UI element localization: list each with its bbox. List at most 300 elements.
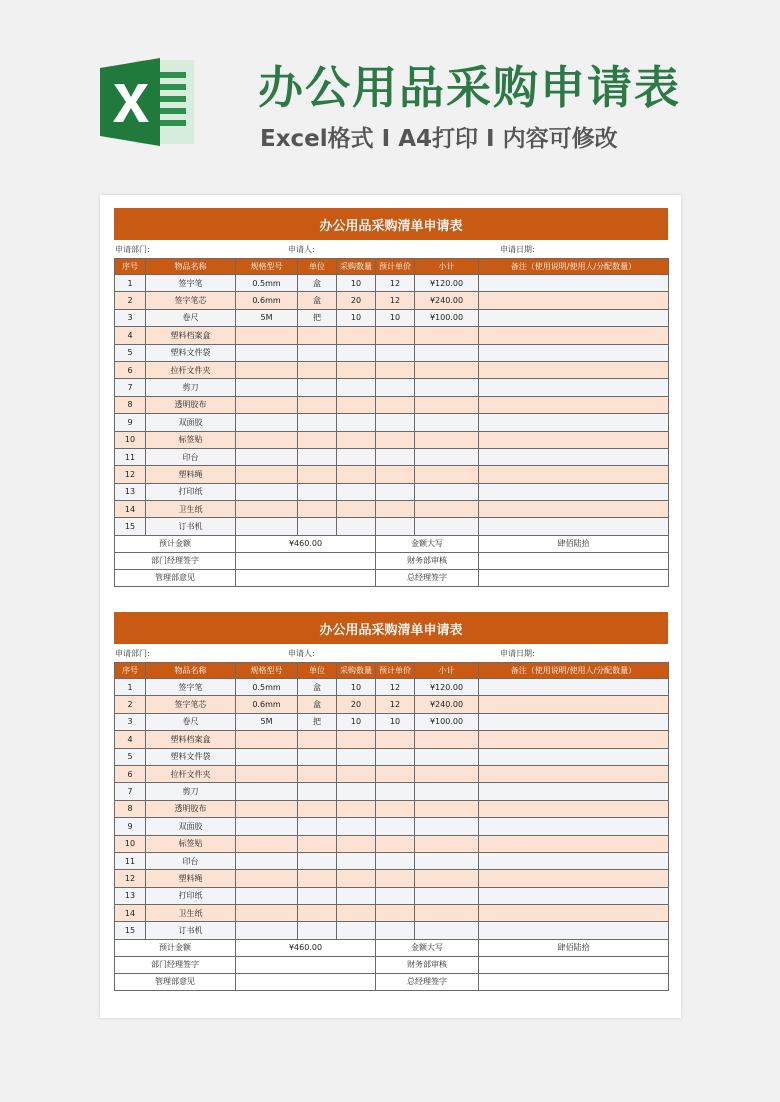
column-header-item-name: 物品名称 [146, 259, 236, 275]
cell-item-name[interactable]: 打印纸 [146, 887, 236, 904]
cell-item-name[interactable]: 塑料档案盒 [146, 327, 236, 344]
cell-spec[interactable] [236, 835, 298, 852]
items-table [114, 258, 669, 587]
table-row [115, 414, 669, 431]
cell-qty[interactable] [337, 818, 376, 835]
cell-item-name[interactable]: 塑料绳 [146, 870, 236, 887]
estimate-value[interactable]: ¥460.00 [236, 939, 376, 956]
cell-subtotal[interactable] [415, 361, 479, 378]
cell-unit-price[interactable] [376, 327, 415, 344]
cell-remark[interactable] [479, 379, 669, 396]
cell-unit[interactable] [298, 414, 337, 431]
cell-subtotal[interactable] [415, 905, 479, 922]
cell-seq: 3 [115, 309, 146, 326]
table-row [115, 887, 669, 904]
cell-unit[interactable]: 盒 [298, 275, 337, 292]
cell-unit[interactable] [298, 361, 337, 378]
column-header-seq: 序号 [115, 259, 146, 275]
finance-field[interactable] [479, 956, 669, 973]
cell-remark[interactable] [479, 800, 669, 817]
cell-spec[interactable] [236, 501, 298, 518]
cell-remark[interactable] [479, 414, 669, 431]
cell-subtotal[interactable] [415, 783, 479, 800]
cell-unit-price[interactable] [376, 344, 415, 361]
cell-unit[interactable] [298, 448, 337, 465]
cell-unit-price[interactable] [376, 922, 415, 939]
cell-spec[interactable] [236, 414, 298, 431]
cell-unit[interactable] [298, 396, 337, 413]
cell-seq: 9 [115, 414, 146, 431]
cell-item-name[interactable]: 拉杆文件夹 [146, 765, 236, 782]
cell-qty[interactable] [337, 466, 376, 483]
cell-spec[interactable] [236, 887, 298, 904]
cell-remark[interactable] [479, 835, 669, 852]
form-title: 办公用品采购清单申请表 [114, 612, 668, 644]
cell-unit-price[interactable] [376, 448, 415, 465]
cell-item-name[interactable]: 剪刀 [146, 379, 236, 396]
cell-remark[interactable] [479, 852, 669, 869]
cell-qty[interactable] [337, 783, 376, 800]
cell-qty[interactable] [337, 870, 376, 887]
cell-subtotal[interactable]: ¥240.00 [415, 696, 479, 713]
cell-remark[interactable] [479, 870, 669, 887]
gm-field[interactable] [479, 973, 669, 990]
estimate-label: 预计金额 [115, 939, 236, 956]
cell-subtotal[interactable]: ¥120.00 [415, 679, 479, 696]
cell-remark[interactable] [479, 309, 669, 326]
cell-remark[interactable] [479, 905, 669, 922]
cell-unit-price[interactable] [376, 800, 415, 817]
cell-subtotal[interactable] [415, 327, 479, 344]
cell-remark[interactable] [479, 713, 669, 730]
column-header-unit: 单位 [298, 259, 337, 275]
cell-seq: 7 [115, 783, 146, 800]
admin-field[interactable] [236, 569, 376, 586]
cell-qty[interactable]: 10 [337, 309, 376, 326]
cell-unit-price[interactable] [376, 431, 415, 448]
cell-qty[interactable] [337, 344, 376, 361]
cell-item-name[interactable]: 印台 [146, 852, 236, 869]
cell-item-name[interactable]: 塑料文件袋 [146, 748, 236, 765]
cell-subtotal[interactable] [415, 396, 479, 413]
cell-qty[interactable] [337, 887, 376, 904]
table-row [115, 379, 669, 396]
items-table [114, 662, 669, 991]
cell-item-name[interactable]: 签字笔 [146, 275, 236, 292]
cell-unit[interactable]: 把 [298, 713, 337, 730]
cell-remark[interactable] [479, 483, 669, 500]
cell-unit[interactable]: 盒 [298, 679, 337, 696]
cell-subtotal[interactable] [415, 748, 479, 765]
cell-item-name[interactable]: 卫生纸 [146, 501, 236, 518]
admin-label: 管理部意见 [115, 973, 236, 990]
form-meta-row [114, 644, 668, 662]
cell-unit[interactable] [298, 818, 337, 835]
cell-unit-price[interactable] [376, 818, 415, 835]
cell-unit-price[interactable] [376, 765, 415, 782]
cell-unit-price[interactable]: 12 [376, 275, 415, 292]
cell-item-name[interactable]: 透明胶布 [146, 800, 236, 817]
cell-remark[interactable] [479, 696, 669, 713]
cell-spec[interactable] [236, 800, 298, 817]
cell-remark[interactable] [479, 731, 669, 748]
cell-unit[interactable] [298, 905, 337, 922]
table-row [115, 922, 669, 939]
cell-spec[interactable] [236, 905, 298, 922]
cell-subtotal[interactable] [415, 379, 479, 396]
date-label: 申请日期: [500, 649, 535, 658]
cell-item-name[interactable]: 卷尺 [146, 309, 236, 326]
cell-unit-price[interactable] [376, 483, 415, 500]
cell-unit[interactable] [298, 501, 337, 518]
cell-qty[interactable] [337, 748, 376, 765]
cell-unit[interactable] [298, 922, 337, 939]
cell-seq: 3 [115, 713, 146, 730]
cell-subtotal[interactable] [415, 887, 479, 904]
cell-subtotal[interactable] [415, 731, 479, 748]
table-row [115, 431, 669, 448]
cell-unit-price[interactable] [376, 870, 415, 887]
table-row [115, 679, 669, 696]
excel-logo-icon [100, 56, 198, 148]
cell-subtotal[interactable] [415, 922, 479, 939]
table-row [115, 852, 669, 869]
cell-spec[interactable]: 0.6mm [236, 292, 298, 309]
table-row [115, 696, 669, 713]
cell-item-name[interactable]: 印台 [146, 448, 236, 465]
column-header-qty: 采购数量 [337, 663, 376, 679]
cell-unit[interactable] [298, 731, 337, 748]
cell-unit[interactable] [298, 327, 337, 344]
dept-label: 申请部门: [115, 649, 150, 658]
cell-unit[interactable] [298, 870, 337, 887]
cell-subtotal[interactable] [415, 414, 479, 431]
cell-unit[interactable] [298, 835, 337, 852]
purchase-form [114, 208, 668, 587]
cell-remark[interactable] [479, 361, 669, 378]
cell-item-name[interactable]: 签字笔芯 [146, 696, 236, 713]
column-header-qty: 采购数量 [337, 259, 376, 275]
cell-item-name[interactable]: 塑料绳 [146, 466, 236, 483]
cell-spec[interactable] [236, 783, 298, 800]
cell-spec[interactable] [236, 748, 298, 765]
column-header-spec: 规格型号 [236, 663, 298, 679]
cell-qty[interactable]: 10 [337, 679, 376, 696]
cell-unit[interactable] [298, 783, 337, 800]
cell-remark[interactable] [479, 292, 669, 309]
cell-qty[interactable] [337, 483, 376, 500]
table-row [115, 275, 669, 292]
cell-qty[interactable] [337, 922, 376, 939]
cell-spec[interactable] [236, 396, 298, 413]
cell-unit[interactable] [298, 765, 337, 782]
cell-seq: 13 [115, 483, 146, 500]
cell-item-name[interactable]: 订书机 [146, 922, 236, 939]
cell-seq: 9 [115, 818, 146, 835]
cell-qty[interactable] [337, 448, 376, 465]
cell-unit-price[interactable]: 10 [376, 309, 415, 326]
cell-subtotal[interactable] [415, 852, 479, 869]
cell-unit[interactable] [298, 466, 337, 483]
cell-subtotal[interactable]: ¥120.00 [415, 275, 479, 292]
cell-seq: 6 [115, 765, 146, 782]
cell-unit[interactable] [298, 483, 337, 500]
cell-remark[interactable] [479, 466, 669, 483]
cell-item-name[interactable]: 订书机 [146, 518, 236, 535]
cell-spec[interactable]: 5M [236, 713, 298, 730]
table-row [115, 818, 669, 835]
cell-seq: 12 [115, 466, 146, 483]
cell-remark[interactable] [479, 679, 669, 696]
cell-seq: 5 [115, 748, 146, 765]
cell-item-name[interactable]: 双面胶 [146, 414, 236, 431]
cell-unit-price[interactable] [376, 835, 415, 852]
cell-qty[interactable] [337, 731, 376, 748]
cell-spec[interactable]: 0.6mm [236, 696, 298, 713]
purchase-form [114, 612, 668, 991]
cell-spec[interactable] [236, 852, 298, 869]
table-row [115, 344, 669, 361]
cell-remark[interactable] [479, 518, 669, 535]
cell-seq: 1 [115, 275, 146, 292]
table-row [115, 448, 669, 465]
cell-subtotal[interactable] [415, 501, 479, 518]
applicant-label: 申请人: [288, 245, 315, 254]
column-header-unit-price: 预计单价 [376, 259, 415, 275]
cell-spec[interactable] [236, 379, 298, 396]
cell-subtotal[interactable] [415, 818, 479, 835]
cell-spec[interactable] [236, 765, 298, 782]
cell-unit[interactable] [298, 431, 337, 448]
cell-remark[interactable] [479, 396, 669, 413]
cell-subtotal[interactable] [415, 466, 479, 483]
cell-remark[interactable] [479, 818, 669, 835]
cell-unit-price[interactable] [376, 361, 415, 378]
cell-item-name[interactable]: 拉杆文件夹 [146, 361, 236, 378]
cell-spec[interactable] [236, 361, 298, 378]
table-row [115, 309, 669, 326]
cell-remark[interactable] [479, 275, 669, 292]
cell-spec[interactable]: 5M [236, 309, 298, 326]
dept-manager-field[interactable] [236, 956, 376, 973]
cell-subtotal[interactable] [415, 518, 479, 535]
cell-seq: 1 [115, 679, 146, 696]
cell-qty[interactable] [337, 431, 376, 448]
cell-subtotal[interactable]: ¥100.00 [415, 713, 479, 730]
cell-remark[interactable] [479, 448, 669, 465]
paper-sheet [100, 195, 681, 1018]
cell-seq: 8 [115, 800, 146, 817]
cell-spec[interactable] [236, 344, 298, 361]
cell-remark[interactable] [479, 748, 669, 765]
cell-unit[interactable] [298, 518, 337, 535]
cell-unit-price[interactable] [376, 501, 415, 518]
cell-unit-price[interactable]: 12 [376, 292, 415, 309]
cell-unit-price[interactable]: 12 [376, 679, 415, 696]
cell-subtotal[interactable] [415, 835, 479, 852]
cell-item-name[interactable]: 打印纸 [146, 483, 236, 500]
cell-qty[interactable] [337, 852, 376, 869]
dept-label: 申请部门: [115, 245, 150, 254]
header-row [115, 663, 669, 679]
cell-unit[interactable] [298, 344, 337, 361]
admin-field[interactable] [236, 973, 376, 990]
cell-unit-price[interactable] [376, 414, 415, 431]
cell-subtotal[interactable] [415, 483, 479, 500]
cell-remark[interactable] [479, 922, 669, 939]
cell-unit[interactable] [298, 800, 337, 817]
cell-remark[interactable] [479, 327, 669, 344]
cell-unit[interactable] [298, 852, 337, 869]
table-row [115, 731, 669, 748]
table-row [115, 483, 669, 500]
form-meta-row [114, 240, 668, 258]
summary-row-approval [115, 569, 669, 586]
cell-remark[interactable] [479, 431, 669, 448]
cell-subtotal[interactable]: ¥100.00 [415, 309, 479, 326]
cell-seq: 2 [115, 696, 146, 713]
cell-item-name[interactable]: 塑料档案盒 [146, 731, 236, 748]
column-header-remark: 备注（使用说明/使用人/分配数量） [479, 259, 669, 275]
cell-unit-price[interactable] [376, 396, 415, 413]
cell-seq: 13 [115, 887, 146, 904]
cell-item-name[interactable]: 双面胶 [146, 818, 236, 835]
cell-seq: 2 [115, 292, 146, 309]
cell-qty[interactable] [337, 379, 376, 396]
date-label: 申请日期: [500, 245, 535, 254]
cell-spec[interactable] [236, 731, 298, 748]
cell-subtotal[interactable] [415, 448, 479, 465]
cell-seq: 4 [115, 327, 146, 344]
finance-field[interactable] [479, 552, 669, 569]
cell-unit-price[interactable] [376, 518, 415, 535]
gm-label: 总经理签字 [376, 569, 479, 586]
cell-item-name[interactable]: 塑料文件袋 [146, 344, 236, 361]
cell-item-name[interactable]: 签字笔 [146, 679, 236, 696]
cell-qty[interactable] [337, 835, 376, 852]
uppercase-value[interactable]: 肆佰陆拾 [479, 535, 669, 552]
column-header-item-name: 物品名称 [146, 663, 236, 679]
table-row [115, 361, 669, 378]
cell-remark[interactable] [479, 765, 669, 782]
cell-spec[interactable] [236, 483, 298, 500]
cell-qty[interactable] [337, 800, 376, 817]
cell-subtotal[interactable] [415, 765, 479, 782]
table-row [115, 800, 669, 817]
cell-subtotal[interactable] [415, 870, 479, 887]
cell-unit[interactable]: 把 [298, 309, 337, 326]
cell-qty[interactable]: 20 [337, 696, 376, 713]
cell-spec[interactable]: 0.5mm [236, 679, 298, 696]
cell-item-name[interactable]: 签字笔芯 [146, 292, 236, 309]
cell-unit-price[interactable] [376, 748, 415, 765]
cell-qty[interactable] [337, 765, 376, 782]
cell-qty[interactable]: 10 [337, 713, 376, 730]
page-subtitle: Excel格式 I A4打印 I 内容可修改 [260, 126, 618, 152]
cell-spec[interactable] [236, 818, 298, 835]
cell-unit-price[interactable] [376, 783, 415, 800]
cell-unit[interactable] [298, 887, 337, 904]
dept-manager-field[interactable] [236, 552, 376, 569]
cell-qty[interactable] [337, 905, 376, 922]
applicant-label: 申请人: [288, 649, 315, 658]
cell-unit[interactable]: 盒 [298, 292, 337, 309]
cell-spec[interactable] [236, 870, 298, 887]
estimate-label: 预计金额 [115, 535, 236, 552]
cell-unit-price[interactable] [376, 731, 415, 748]
cell-unit[interactable]: 盒 [298, 696, 337, 713]
table-row [115, 292, 669, 309]
header-row [115, 259, 669, 275]
table-row [115, 765, 669, 782]
gm-field[interactable] [479, 569, 669, 586]
cell-item-name[interactable]: 剪刀 [146, 783, 236, 800]
cell-unit-price[interactable] [376, 852, 415, 869]
cell-spec[interactable] [236, 327, 298, 344]
cell-spec[interactable] [236, 922, 298, 939]
cell-subtotal[interactable] [415, 800, 479, 817]
cell-unit-price[interactable] [376, 905, 415, 922]
summary-row-amount [115, 939, 669, 956]
cell-subtotal[interactable] [415, 431, 479, 448]
admin-label: 管理部意见 [115, 569, 236, 586]
cell-unit-price[interactable] [376, 887, 415, 904]
cell-spec[interactable] [236, 448, 298, 465]
cell-unit[interactable] [298, 379, 337, 396]
cell-item-name[interactable]: 标签贴 [146, 431, 236, 448]
cell-seq: 15 [115, 922, 146, 939]
cell-qty[interactable] [337, 396, 376, 413]
estimate-value[interactable]: ¥460.00 [236, 535, 376, 552]
cell-seq: 7 [115, 379, 146, 396]
cell-item-name[interactable]: 卷尺 [146, 713, 236, 730]
uppercase-value[interactable]: 肆佰陆拾 [479, 939, 669, 956]
cell-unit-price[interactable]: 10 [376, 713, 415, 730]
cell-unit-price[interactable] [376, 466, 415, 483]
cell-qty[interactable] [337, 501, 376, 518]
cell-remark[interactable] [479, 501, 669, 518]
cell-spec[interactable] [236, 518, 298, 535]
cell-remark[interactable] [479, 344, 669, 361]
cell-unit[interactable] [298, 748, 337, 765]
cell-qty[interactable]: 20 [337, 292, 376, 309]
cell-subtotal[interactable]: ¥240.00 [415, 292, 479, 309]
cell-seq: 11 [115, 852, 146, 869]
table-row [115, 501, 669, 518]
cell-spec[interactable]: 0.5mm [236, 275, 298, 292]
cell-qty[interactable] [337, 518, 376, 535]
cell-subtotal[interactable] [415, 344, 479, 361]
cell-remark[interactable] [479, 783, 669, 800]
cell-seq: 11 [115, 448, 146, 465]
cell-seq: 5 [115, 344, 146, 361]
uppercase-label: 金额大写 [376, 535, 479, 552]
cell-item-name[interactable]: 标签贴 [146, 835, 236, 852]
cell-spec[interactable] [236, 466, 298, 483]
cell-qty[interactable] [337, 414, 376, 431]
cell-qty[interactable] [337, 327, 376, 344]
cell-qty[interactable] [337, 361, 376, 378]
cell-remark[interactable] [479, 887, 669, 904]
cell-qty[interactable]: 10 [337, 275, 376, 292]
gm-label: 总经理签字 [376, 973, 479, 990]
cell-unit-price[interactable]: 12 [376, 696, 415, 713]
cell-spec[interactable] [236, 431, 298, 448]
cell-item-name[interactable]: 卫生纸 [146, 905, 236, 922]
cell-unit-price[interactable] [376, 379, 415, 396]
column-header-subtotal: 小计 [415, 259, 479, 275]
cell-item-name[interactable]: 透明胶布 [146, 396, 236, 413]
